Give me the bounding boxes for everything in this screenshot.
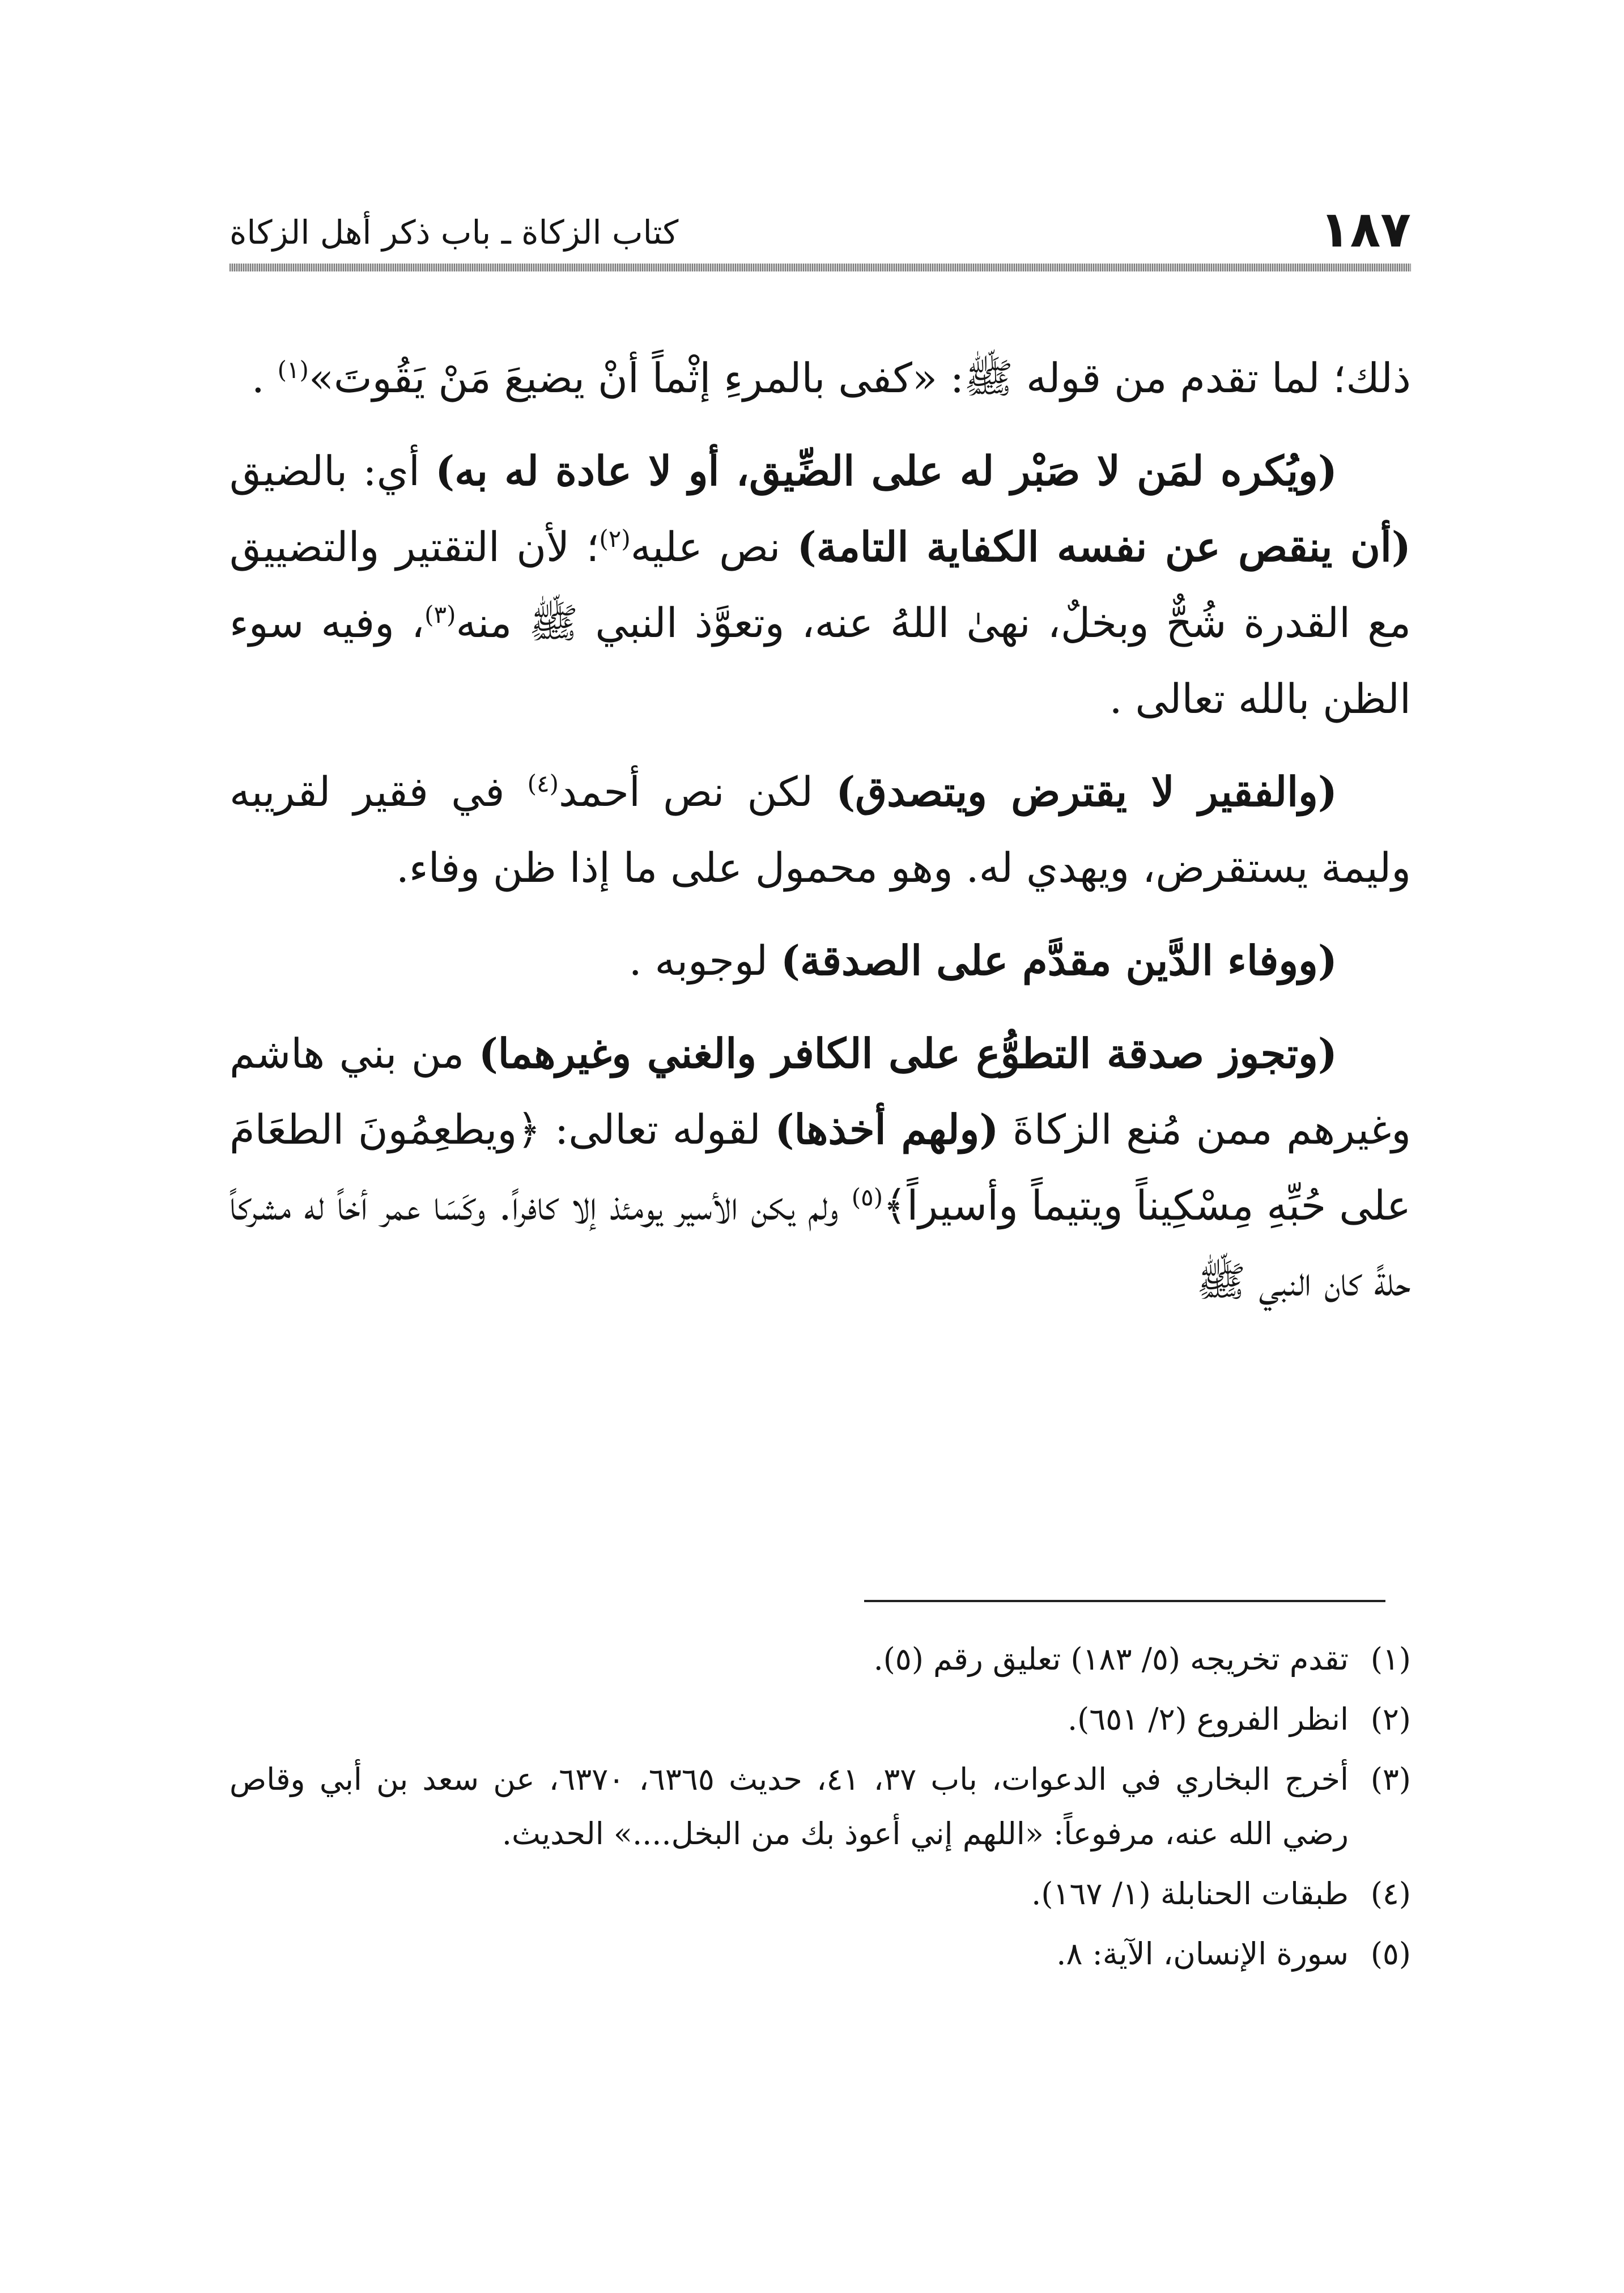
paragraph-1 bbox=[229, 340, 1411, 416]
footnote-ref-4: (٤) bbox=[527, 770, 559, 797]
text-run: . bbox=[251, 354, 278, 402]
footnote-number: (٤) bbox=[1370, 1876, 1411, 1912]
footnote-ref-3: (٣) bbox=[424, 601, 456, 629]
running-title: كتاب الزكاة ـ باب ذكر أهل الزكاة bbox=[229, 213, 679, 252]
text-run: لوجوبه . bbox=[628, 937, 781, 984]
matn-text: (ويُكره لمَن لا صَبْر له على الضِّيق، أو لا عادة له به) bbox=[435, 447, 1338, 495]
footnote-text: تقدم تخريجه (٥/ ١٨٣) تعليق رقم (٥). bbox=[873, 1641, 1349, 1677]
footnote-number: (٣) bbox=[1370, 1761, 1411, 1797]
footnote-ref-5: (٥) bbox=[851, 1183, 883, 1211]
text-run: ولم يكن الأسير يومئذ إلا كافراً. وكَسَا عمر أخاً له مشركاً حلةً كان النبي ﷺ bbox=[229, 1182, 1411, 1305]
footnote-number: (٢) bbox=[1370, 1701, 1411, 1737]
paragraph-4 bbox=[229, 923, 1411, 999]
matn-text: (أن ينقص عن نفسه الكفاية التامة) bbox=[797, 523, 1411, 571]
matn-text: (والفقير لا يقترض ويتصدق) bbox=[836, 767, 1338, 816]
text-run: ، وفيه سوء الظن بالله تعالى . bbox=[229, 599, 1411, 723]
footnote-text: أخرج البخاري في الدعوات، باب ٣٧، ٤١، حديث ٦٣٦٥، ٦٣٧٠، عن سعد بن أبي وقاص رضي الله عنه، مرفوعاً: «اللهم إني أعوذ بك من البخل....» الحديث. bbox=[229, 1761, 1349, 1852]
footnote bbox=[229, 1867, 1411, 1921]
paragraph-5 bbox=[229, 1016, 1411, 1319]
footnote-text: سورة الإنسان، الآية: ٨. bbox=[1056, 1936, 1349, 1972]
main-text bbox=[229, 340, 1411, 1336]
matn-text: (ولهم أخذها) bbox=[775, 1105, 999, 1153]
page-number: ١٨٧ bbox=[1319, 200, 1411, 258]
matn-text: (ووفاء الدَّين مقدَّم على الصدقة) bbox=[780, 936, 1337, 984]
text-run: ذلك؛ لما تقدم من قوله ﷺ: «كفى بالمرءِ إثْماً أنْ يضيعَ مَنْ يَقُوتَ» bbox=[308, 354, 1411, 402]
paragraph-3 bbox=[229, 754, 1411, 906]
footnote-text: انظر الفروع (٢/ ٦٥١). bbox=[1067, 1701, 1349, 1737]
text-run: في فقير لقريبه وليمة يستقرض، ويهدي له. وهو محمول على ما إذا ظن وفاء. bbox=[229, 768, 1411, 891]
header-rule bbox=[229, 264, 1411, 271]
text-run: أي: بالضيق bbox=[229, 447, 436, 495]
footnote-number: (١) bbox=[1370, 1641, 1411, 1677]
text-run: من بني هاشم وغيرهم ممن مُنع الزكاةَ bbox=[229, 1030, 1411, 1153]
footnote-text: طبقات الحنابلة (١/ ١٦٧). bbox=[1031, 1876, 1349, 1912]
text-run: لكن نص أحمد bbox=[559, 768, 836, 816]
footnote-ref-1: (١) bbox=[277, 356, 309, 384]
text-run: نص عليه bbox=[630, 523, 797, 571]
matn-text: (وتجوز صدقة التطوُّع على الكافر والغني وغيرهما) bbox=[478, 1029, 1337, 1077]
page-header bbox=[229, 198, 1411, 261]
footnote-separator bbox=[864, 1600, 1385, 1602]
text-run: لقوله تعالى: ﴿ويطعِمُونَ الطعَامَ على حُبِّهِ مِسْكِيناً ويتيماً وأسيراً﴾ bbox=[229, 1106, 1412, 1229]
footnotes bbox=[229, 1632, 1411, 1987]
footnote bbox=[229, 1752, 1411, 1861]
text-run: ؛ لأن التقتير والتضييق مع القدرة شُحٌّ وبخلٌ، نهىٰ اللهُ عنه، وتعوَّذ النبي ﷺ منه bbox=[229, 523, 1412, 647]
footnote-number: (٥) bbox=[1370, 1936, 1411, 1972]
footnote bbox=[229, 1927, 1411, 1981]
footnote bbox=[229, 1692, 1411, 1747]
paragraph-2 bbox=[229, 433, 1411, 737]
footnote bbox=[229, 1632, 1411, 1687]
footnote-ref-2: (٢) bbox=[599, 525, 631, 553]
